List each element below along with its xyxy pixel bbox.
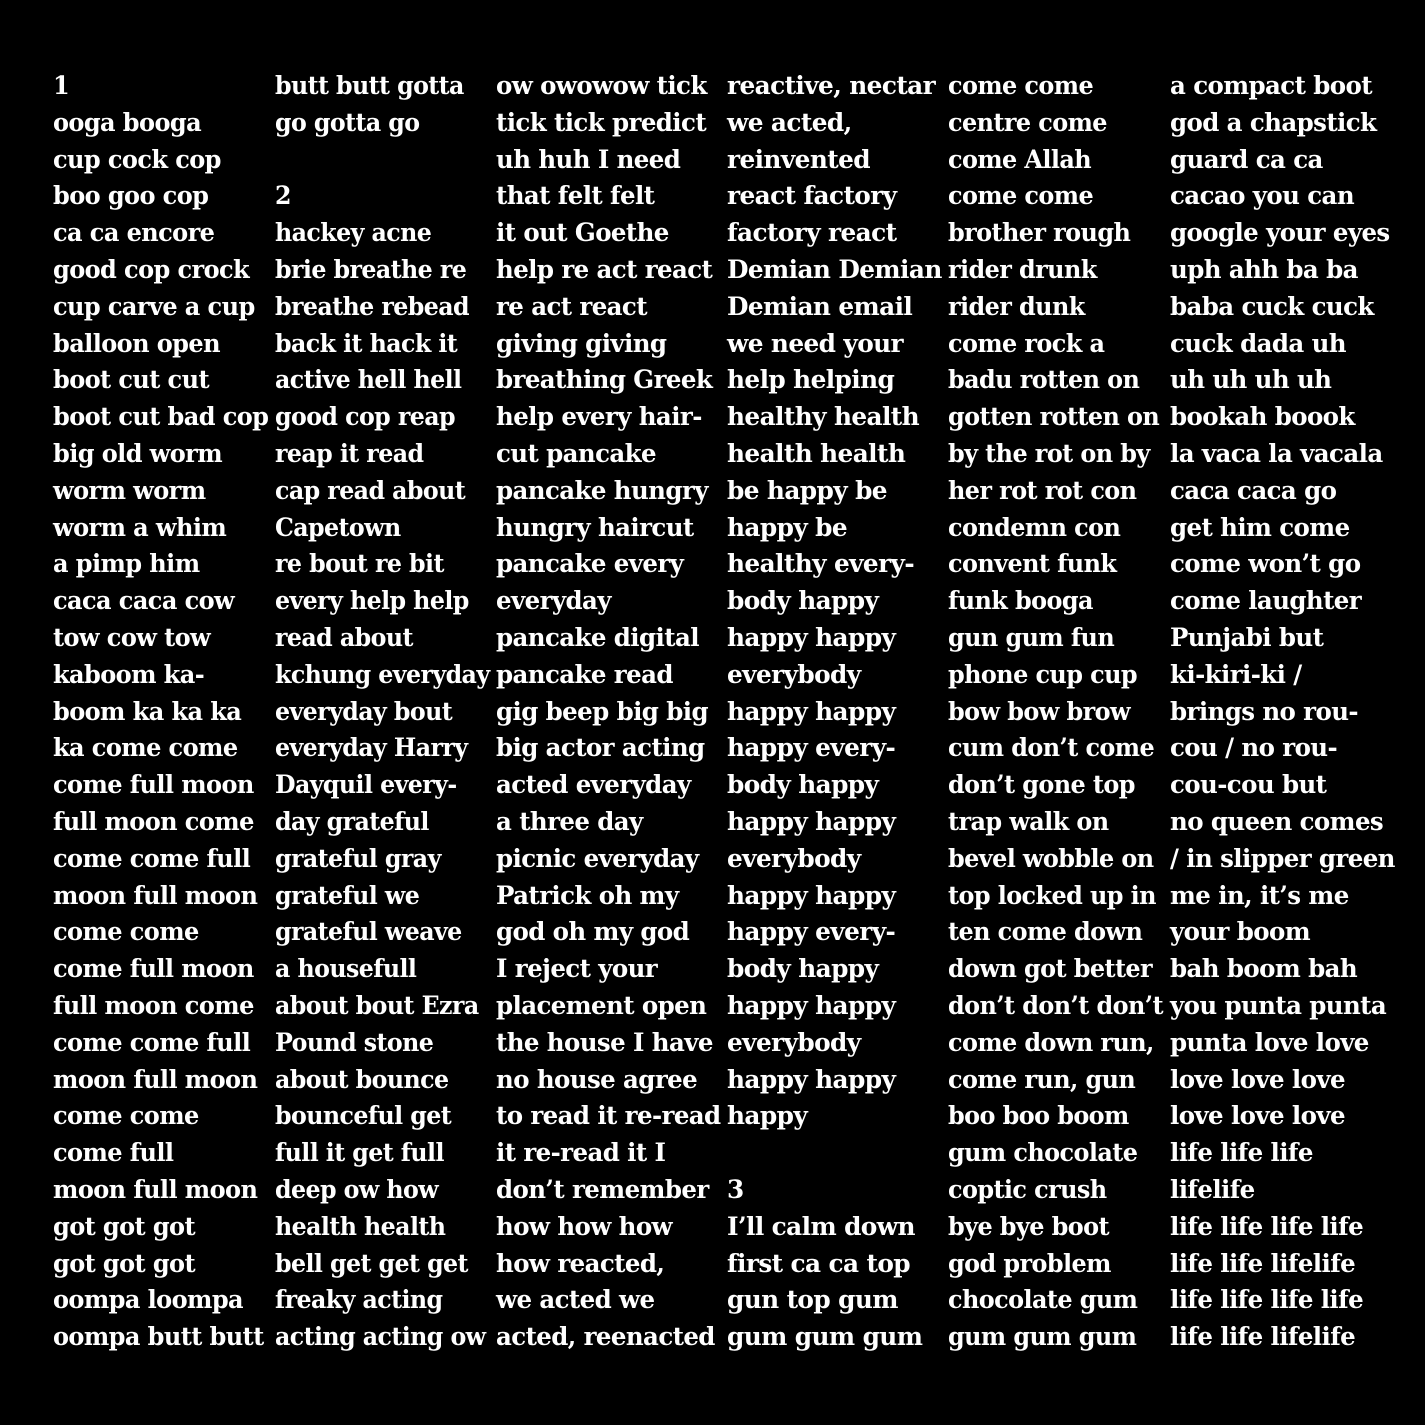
poem-line: deep ow how <box>275 1174 439 1204</box>
poem-line: chocolate gum <box>948 1285 1138 1315</box>
poem-line: cou / no rou- <box>1170 733 1338 763</box>
poem-line: life life life life <box>1170 1211 1364 1241</box>
poem-line: first ca ca top <box>727 1248 911 1278</box>
poem-line: top locked up in <box>948 880 1156 910</box>
poem-line: uh uh uh uh <box>1170 365 1332 395</box>
poem-line: Punjabi but <box>1170 622 1324 652</box>
poem-line: cap read about <box>275 475 466 505</box>
poem-line: happy happy <box>727 806 896 836</box>
poem-line: convent funk <box>948 549 1117 579</box>
poem-line: freaky acting <box>275 1285 443 1315</box>
poem-line: your boom <box>1170 917 1311 947</box>
poem-column-4 <box>727 68 942 1356</box>
poem-line: about bounce <box>275 1064 449 1094</box>
poem-line: how how how <box>496 1211 673 1241</box>
poem-column-2 <box>275 68 490 1356</box>
poem-line: happy every- <box>727 733 896 763</box>
poem-line: active hell hell <box>275 365 462 395</box>
poem-line: life life lifelife <box>1170 1248 1356 1278</box>
poem-line: by the rot on by <box>948 438 1150 468</box>
poem-line: a pimp him <box>53 549 200 579</box>
poem-line: cacao you can <box>1170 181 1355 211</box>
poem-line: boot cut bad cop <box>53 402 269 432</box>
poem-line: we acted we <box>496 1285 655 1315</box>
poem-line: come full <box>53 1138 174 1168</box>
poem-line: cup carve a cup <box>53 291 255 321</box>
poem-line: Demian email <box>727 291 913 321</box>
poem-line: punta love love <box>1170 1027 1369 1057</box>
poem-line: grateful we <box>275 880 420 910</box>
poem-line: worm worm <box>53 475 206 505</box>
poem-line: cou-cou but <box>1170 770 1327 800</box>
poem-line: moon full moon <box>53 1174 258 1204</box>
poem-line: full moon come <box>53 806 254 836</box>
poem-line: we acted, <box>727 107 852 137</box>
poem-line: uph ahh ba ba <box>1170 254 1358 284</box>
poem-line: reap it read <box>275 438 424 468</box>
poem-line: life life life life <box>1170 1285 1364 1315</box>
poem-line: happy happy <box>727 1064 896 1094</box>
poem-line: 3 <box>727 1174 744 1204</box>
poem-line <box>727 1135 942 1172</box>
poem-line: I’ll calm down <box>727 1211 915 1241</box>
poem-line: bounceful get <box>275 1101 452 1131</box>
poem-line: how reacted, <box>496 1248 665 1278</box>
poem-line: rider dunk <box>948 291 1085 321</box>
poem-line: to read it re-read <box>496 1101 721 1131</box>
poem-line: balloon open <box>53 328 220 358</box>
poem-line: healthy health <box>727 402 920 432</box>
poem-line: god a chapstick <box>1170 107 1377 137</box>
poem-line: come come <box>948 181 1094 211</box>
poem-line: come come full <box>53 843 251 873</box>
poem-line: tick tick predict <box>496 107 707 137</box>
poem-line: 2 <box>275 181 291 211</box>
poem-line: bevel wobble on <box>948 843 1154 873</box>
poem-line: acted everyday <box>496 770 691 800</box>
poem-column-5 <box>948 68 1163 1356</box>
poem-line: god problem <box>948 1248 1111 1278</box>
poem-line: gotten rotten on <box>948 402 1160 432</box>
poem-line: kaboom ka- <box>53 659 205 689</box>
poem-line: don’t don’t don’t <box>948 990 1163 1020</box>
poem-line: re bout re bit <box>275 549 444 579</box>
poem-line: / in slipper green <box>1170 843 1395 873</box>
poem-line: brie breathe re <box>275 254 467 284</box>
poem-line: gig beep big big <box>496 696 708 726</box>
poem-line: acted, reenacted <box>496 1322 715 1352</box>
poem-line: come full moon <box>53 770 254 800</box>
poem-line: got got got <box>53 1248 195 1278</box>
poem-line: no house agree <box>496 1064 698 1094</box>
poem-line: a three day <box>496 806 643 836</box>
poem-line: help re act react <box>496 254 713 284</box>
poem-line: lifelife <box>1170 1174 1255 1204</box>
poem-line: pancake every <box>496 549 684 579</box>
poem-line: life life lifelife <box>1170 1322 1356 1352</box>
poem-line: you punta punta <box>1170 990 1387 1020</box>
poem-line: help every hair- <box>496 402 702 432</box>
poem-line: go gotta go <box>275 107 420 137</box>
poem-line: day grateful <box>275 806 429 836</box>
poem-line: ow owowow tick <box>496 71 707 100</box>
poem-line: the house I have <box>496 1027 713 1057</box>
poem-line: everyday Harry <box>275 733 468 763</box>
poem-line: health health <box>275 1211 446 1241</box>
poem-line: come run, gun <box>948 1064 1136 1094</box>
poem-line: hungry haircut <box>496 512 694 542</box>
poem-line: a compact boot <box>1170 71 1372 100</box>
poem-line: centre come <box>948 107 1107 137</box>
poem-line: 1 <box>53 71 70 100</box>
poem-line: breathing Greek <box>496 365 713 395</box>
poem-line: about bout Ezra <box>275 990 479 1020</box>
poem-line: grateful gray <box>275 843 441 873</box>
poem-line: badu rotten on <box>948 365 1140 395</box>
poem-line: Capetown <box>275 512 401 542</box>
poem-line: come rock a <box>948 328 1105 358</box>
poem-line: health health <box>727 438 906 468</box>
poem-line: react factory <box>727 181 897 211</box>
poem-line: come come <box>53 1101 199 1131</box>
poem-line: bah boom bah <box>1170 954 1358 984</box>
poem-line: everyday <box>496 586 611 616</box>
poem-line: happy every- <box>727 917 896 947</box>
poem-line: gun top gum <box>727 1285 898 1315</box>
poem-line: ki-kiri-ki / <box>1170 659 1302 689</box>
poem-line: happy happy <box>727 696 896 726</box>
poem-line: good cop crock <box>53 254 250 284</box>
poem-line: good cop reap <box>275 402 456 432</box>
poem-column-6 <box>1170 68 1395 1356</box>
poem-line: body happy <box>727 954 879 984</box>
poem-line: ooga booga <box>53 107 202 137</box>
poem-line: that felt felt <box>496 181 655 211</box>
poem-line: gum gum gum <box>727 1322 923 1352</box>
poem-line: phone cup cup <box>948 659 1137 689</box>
poem-line: come come <box>948 71 1094 100</box>
poem-column-3 <box>496 68 721 1356</box>
poem-line: got got got <box>53 1211 195 1241</box>
poem-line: come come <box>53 917 199 947</box>
poem-line: uh huh I need <box>496 144 681 174</box>
poem-line: boot cut cut <box>53 365 209 395</box>
poem-line: happy happy <box>727 880 896 910</box>
poem-line: her rot rot con <box>948 475 1137 505</box>
poem-line: big old worm <box>53 438 223 468</box>
poem-line: baba cuck cuck <box>1170 291 1374 321</box>
poem-column-1 <box>53 68 268 1356</box>
poem-line: Demian Demian <box>727 254 942 284</box>
poem-line: placement open <box>496 990 707 1020</box>
poem-line: oompa loompa <box>53 1285 244 1315</box>
poem-line: big actor acting <box>496 733 705 763</box>
poem-line: come Allah <box>948 144 1092 174</box>
poem-line: me in, it’s me <box>1170 880 1349 910</box>
poem-line: cut pancake <box>496 438 657 468</box>
poem-line: gun gum fun <box>948 622 1115 652</box>
poem-line: caca caca cow <box>53 586 235 616</box>
poem-line: brings no rou- <box>1170 696 1358 726</box>
poem-line: worm a whim <box>53 512 227 542</box>
poem-line: ten come down <box>948 917 1143 947</box>
poem-line: happy happy <box>727 990 896 1020</box>
poem-line: bookah boook <box>1170 402 1355 432</box>
poem-line: happy <box>727 1101 808 1131</box>
poem-line: hackey acne <box>275 218 432 248</box>
poem-line: happy be <box>727 512 848 542</box>
poem-line: everyday bout <box>275 696 453 726</box>
poem-line: coptic crush <box>948 1174 1107 1204</box>
poem-line: re act react <box>496 291 647 321</box>
poem-line: get him come <box>1170 512 1350 542</box>
poem-line: come come full <box>53 1027 251 1057</box>
poem-line: down got better <box>948 954 1153 984</box>
poem-line: oompa butt butt <box>53 1322 264 1352</box>
poem-line: condemn con <box>948 512 1121 542</box>
poem-line: body happy <box>727 586 879 616</box>
poem-line: gum gum gum <box>948 1322 1137 1352</box>
poem-line: come won’t go <box>1170 549 1361 579</box>
poem-line: la vaca la vacala <box>1170 438 1383 468</box>
poem-line: full it get full <box>275 1138 444 1168</box>
poem-line: factory react <box>727 218 897 248</box>
poem-line: grateful weave <box>275 917 462 947</box>
poem-line: body happy <box>727 770 879 800</box>
poem-line: acting acting ow <box>275 1322 486 1352</box>
poem-line: cuck dada uh <box>1170 328 1346 358</box>
poem-line: it re-read it I <box>496 1138 666 1168</box>
poem-line: read about <box>275 622 413 652</box>
poem-line: pancake digital <box>496 622 699 652</box>
poem-line: everybody <box>727 659 861 689</box>
poem-line: god oh my god <box>496 917 690 947</box>
poem-line: rider drunk <box>948 254 1097 284</box>
poem-line: don’t gone top <box>948 770 1135 800</box>
poem-line: life life life <box>1170 1138 1313 1168</box>
poem-line: Pound stone <box>275 1027 434 1057</box>
poem-line: cup cock cop <box>53 144 221 174</box>
poem-line: reinvented <box>727 144 870 174</box>
poem-line: no queen comes <box>1170 806 1384 836</box>
poem-line: come down run, <box>948 1027 1154 1057</box>
poem-line: boo goo cop <box>53 181 209 211</box>
poem-line: bell get get get <box>275 1248 468 1278</box>
poem-line: we need your <box>727 328 904 358</box>
poem-line <box>275 142 490 179</box>
poem-line: it out Goethe <box>496 218 669 248</box>
poem-line: caca caca go <box>1170 475 1337 505</box>
poem-line: come laughter <box>1170 586 1362 616</box>
poem-line: everybody <box>727 1027 861 1057</box>
poem-line: full moon come <box>53 990 254 1020</box>
poem-line: healthy every- <box>727 549 915 579</box>
poem-line: bow bow brow <box>948 696 1130 726</box>
poem-line: love love love <box>1170 1101 1345 1131</box>
poem-line: every help help <box>275 586 469 616</box>
poem-line: boo boo boom <box>948 1101 1129 1131</box>
poem-line: Patrick oh my <box>496 880 679 910</box>
poem-line: trap walk on <box>948 806 1109 836</box>
poem-line: come full moon <box>53 954 254 984</box>
poem-line: moon full moon <box>53 880 258 910</box>
poem-line: ca ca encore <box>53 218 215 248</box>
poem-line: be happy be <box>727 475 887 505</box>
poem-line: bye bye boot <box>948 1211 1109 1241</box>
poem-line: reactive, nectar <box>727 71 936 100</box>
poem-line: happy happy <box>727 622 896 652</box>
poem-line: tow cow tow <box>53 622 211 652</box>
poem-line: google your eyes <box>1170 218 1390 248</box>
poem-line: help helping <box>727 365 895 395</box>
poem-line: funk booga <box>948 586 1093 616</box>
poem-line: giving giving <box>496 328 667 358</box>
poem-line: love love love <box>1170 1064 1345 1094</box>
poem-line: picnic everyday <box>496 843 699 873</box>
poem-line: butt butt gotta <box>275 71 464 100</box>
poem-line: moon full moon <box>53 1064 258 1094</box>
poem-line: gum chocolate <box>948 1138 1138 1168</box>
poem-line: guard ca ca <box>1170 144 1323 174</box>
poem-line: everybody <box>727 843 861 873</box>
poem-line: breathe rebead <box>275 291 470 321</box>
poem-line: don’t remember <box>496 1174 709 1204</box>
poem-line: cum don’t come <box>948 733 1155 763</box>
poem-line: back it hack it <box>275 328 458 358</box>
poem-line: boom ka ka ka <box>53 696 242 726</box>
poem-line: a housefull <box>275 954 417 984</box>
poem-line: ka come come <box>53 733 238 763</box>
poem-line: I reject your <box>496 954 658 984</box>
poem-line: Dayquil every- <box>275 770 457 800</box>
poem-line: kchung everyday <box>275 659 490 689</box>
poem-line: pancake read <box>496 659 673 689</box>
poem-line: brother rough <box>948 218 1131 248</box>
poem-line: pancake hungry <box>496 475 708 505</box>
